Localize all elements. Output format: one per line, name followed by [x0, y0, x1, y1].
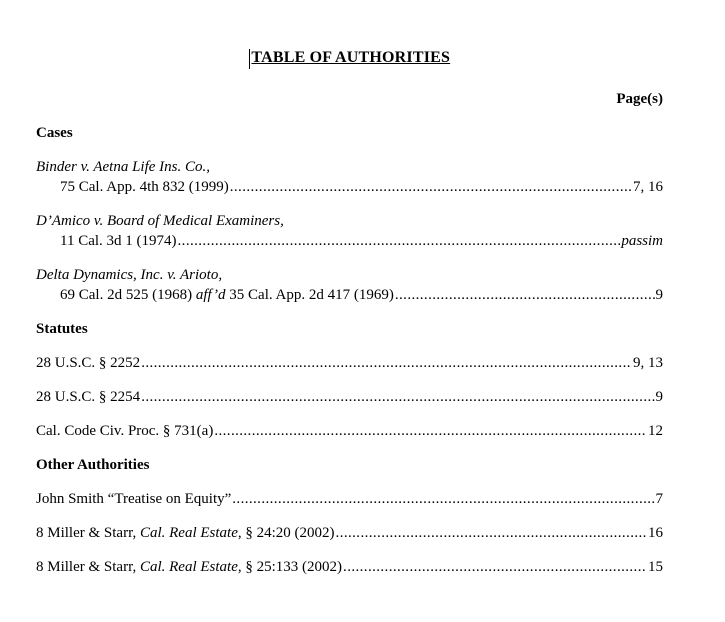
entry-text: 75 Cal. App. 4th 832 (1999) — [60, 179, 229, 195]
dot-leader — [395, 285, 655, 305]
toa-case-entry — [36, 265, 663, 305]
dot-leader — [343, 557, 647, 577]
toa-other-entry — [36, 557, 663, 577]
case-name: D’Amico v. Board of Medical Examiners, — [36, 213, 284, 229]
dot-leader — [230, 177, 632, 197]
citation-line — [60, 177, 663, 197]
dot-leader — [178, 231, 621, 251]
section-heading-other-authorities: Other Authorities — [36, 457, 150, 473]
entry-text: 69 Cal. 2d 525 (1968) aff’d 35 Cal. App. 2d 417 (1969) — [60, 287, 394, 303]
document-title: TABLE OF AUTHORITIES — [251, 49, 451, 66]
case-name: Delta Dynamics, Inc. v. Arioto, — [36, 267, 223, 283]
page-column-header: Page(s) — [616, 91, 663, 107]
dot-leader — [141, 353, 632, 373]
entry-text: 28 U.S.C. § 2252 — [36, 355, 141, 371]
page-number: 9, 13 — [633, 355, 663, 371]
citation-line — [60, 285, 663, 305]
page-number: 12 — [648, 423, 663, 439]
dot-leader — [336, 523, 647, 543]
entry-text: 8 Miller & Starr, Cal. Real Estate, § 25:133 (2002) — [36, 559, 343, 575]
entry-text: John Smith “Treatise on Equity” — [36, 491, 232, 507]
entry-text: 28 U.S.C. § 2254 — [36, 389, 141, 405]
page-number: 16 — [648, 525, 663, 541]
toa-statute-entry — [36, 387, 663, 407]
toa-other-entry — [36, 489, 663, 509]
dot-leader — [214, 421, 647, 441]
toa-case-entry — [36, 211, 663, 251]
page-number: 7 — [655, 491, 663, 507]
page-number: 9 — [655, 287, 663, 303]
page-number: 7, 16 — [633, 179, 663, 195]
page-number: 15 — [648, 559, 663, 575]
case-name: Binder v. Aetna Life Ins. Co., — [36, 159, 211, 175]
dot-leader — [232, 489, 654, 509]
toa-statute-entry — [36, 421, 663, 441]
section-heading-statutes: Statutes — [36, 321, 88, 337]
title-block — [36, 46, 663, 69]
text-cursor — [249, 49, 251, 69]
entry-text: 8 Miller & Starr, Cal. Real Estate, § 24:20 (2002) — [36, 525, 335, 541]
citation-line — [60, 231, 663, 251]
dot-leader — [141, 387, 654, 407]
toa-case-entry — [36, 157, 663, 197]
toa-other-entry — [36, 523, 663, 543]
entry-text: Cal. Code Civ. Proc. § 731(a) — [36, 423, 214, 439]
section-heading-cases: Cases — [36, 125, 73, 141]
entry-text: 11 Cal. 3d 1 (1974) — [60, 233, 177, 249]
page-number: 9 — [655, 389, 663, 405]
page-number: passim — [621, 233, 663, 249]
toa-statute-entry — [36, 353, 663, 373]
